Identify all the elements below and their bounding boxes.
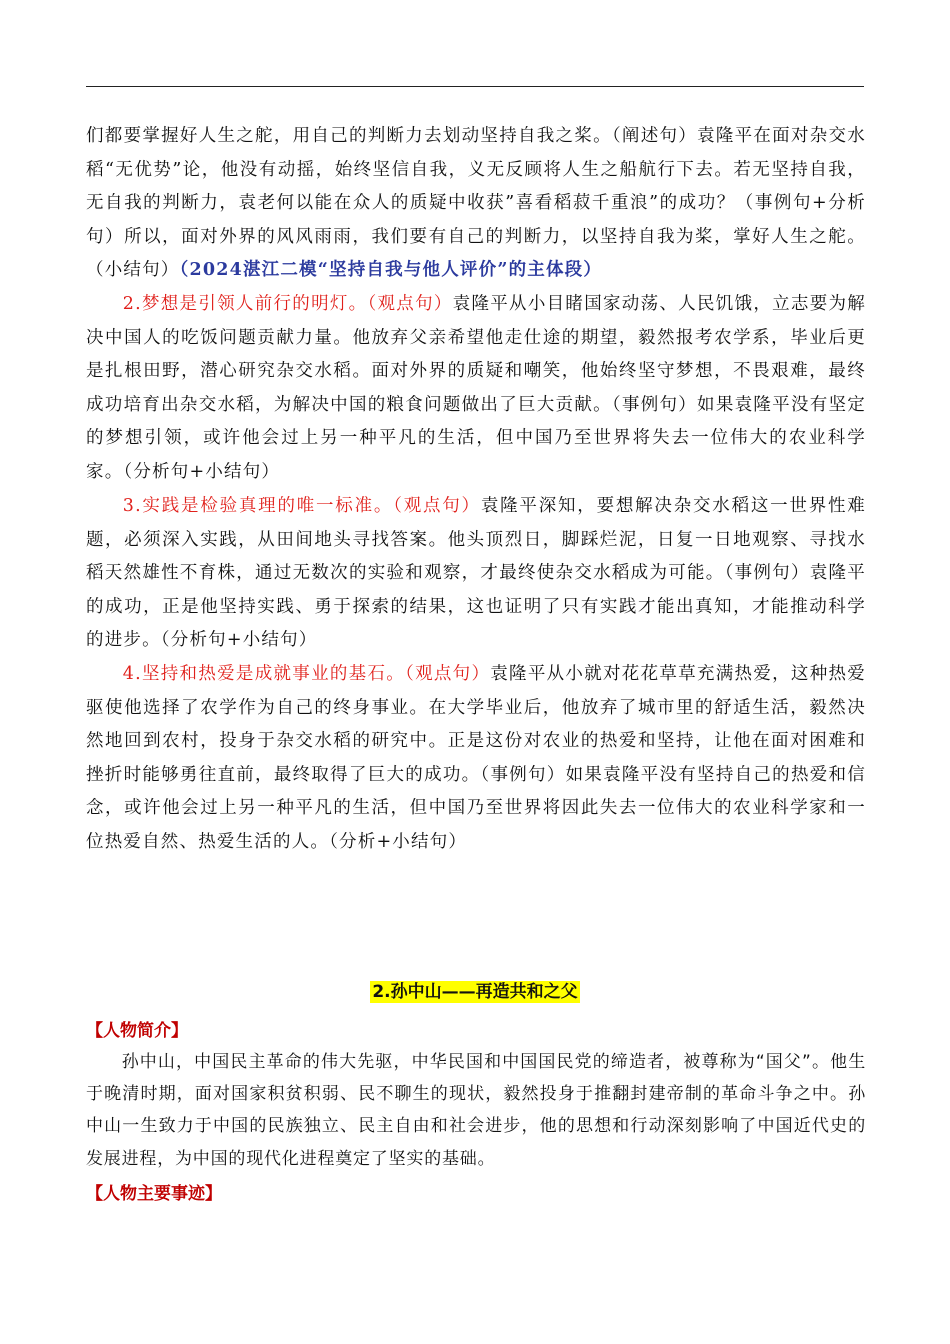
viewpoint-3: 3.实践是检验真理的唯一标准。（观点句） — [122, 496, 481, 516]
section-title-text: 2.孙中山——再造共和之父 — [372, 982, 578, 1002]
paragraph-2-body: 袁隆平从小目睹国家动荡、人民饥饿，立志要为解决中国人的吃饭问题贡献力量。他放弃父亲希望他走仕途的期望，毅然报考农学系，毕业后更是扎根田野，潜心研究杂交水稻。面对外界的质疑和嘲笑，他始终坚守梦想，不畏艰难，最终成功培育出杂交水稻，为解决中国的粮食问题做出了巨大贡献。（事例句）如果袁隆平没有坚定的梦想引领，或许他会过上另一种平凡的生活，但中国乃至世界将失去一位伟大的农业科学家。（分析句+小结句） — [86, 294, 866, 482]
paragraph-1 — [86, 120, 866, 288]
paragraph-3 — [86, 490, 866, 658]
viewpoint-4: 4.坚持和热爱是成就事业的基石。（观点句） — [122, 664, 491, 684]
paragraph-4-body: 袁隆平从小就对花花草草充满热爱，这种热爱驱使他选择了农学作为自己的终身事业。在大学毕业后，他放弃了城市里的舒适生活，毅然决然地回到农村，投身于杂交水稻的研究中。正是这份对农业的热爱和坚持，让他在面对困难和挫折时能够勇往直前，最终取得了巨大的成功。（事例句）如果袁隆平没有坚持自己的热爱和信念，或许他会过上另一种平凡的生活，但中国乃至世界将因此失去一位伟大的农业科学家和一位热爱自然、热爱生活的人。（分析+小结句） — [86, 664, 866, 852]
paragraph-3-body: 袁隆平深知，要想解决杂交水稻这一世界性难题，必须深入实践，从田间地头寻找答案。他头顶烈日，脚踩烂泥，日复一日地观察、寻找水稻天然雄性不育株，通过无数次的实验和观察，才最终使杂交水稻成为可能。（事例句）袁隆平的成功，正是他坚持实践、勇于探索的结果，这也证明了只有实践才能出真知，才能推动科学的进步。（分析句+小结句） — [86, 496, 866, 651]
viewpoint-2: 2.梦想是引领人前行的明灯。（观点句） — [122, 294, 453, 314]
intro-paragraph: 孙中山，中国民主革命的伟大先驱，中华民国和中国国民党的缔造者，被尊称为“国父”。他生于晚清时期，面对国家积贫积弱、民不聊生的现状，毅然投身于推翻封建帝制的革命斗争之中。孙中山一生致力于中国的民族独立、民主自由和社会进步，他的思想和行动深刻影响了中国近代史的发展进程，为中国的现代化进程奠定了坚实的基础。 — [86, 1052, 866, 1169]
paragraph-4 — [86, 658, 866, 860]
paragraph-2 — [86, 288, 866, 490]
source-note: （2024湛江二模“坚持自我与他人评价”的主体段） — [179, 260, 603, 281]
deeds-heading: 【人物主要事迹】 — [86, 1184, 222, 1204]
section-title — [0, 980, 950, 1004]
paragraph-1-text: 们都要掌握好人生之舵，用自己的判断力去划动坚持自我之桨。（阐述句）袁隆平在面对杂交水稻“无优势”论，他没有动摇，始终坚信自我，义无反顾将人生之船航行下去。若无坚持自我，无自我的判断力，袁老何以能在众人的质疑中收获”喜看稻菽千重浪”的成功？（事例句+分析句）所以，面对外界的风风雨雨，我们要有自己的判断力，以坚持自我为桨，掌好人生之舵。（小结句） — [86, 126, 866, 281]
header-rule — [86, 86, 864, 87]
intro-heading: 【人物简介】 — [86, 1021, 188, 1041]
